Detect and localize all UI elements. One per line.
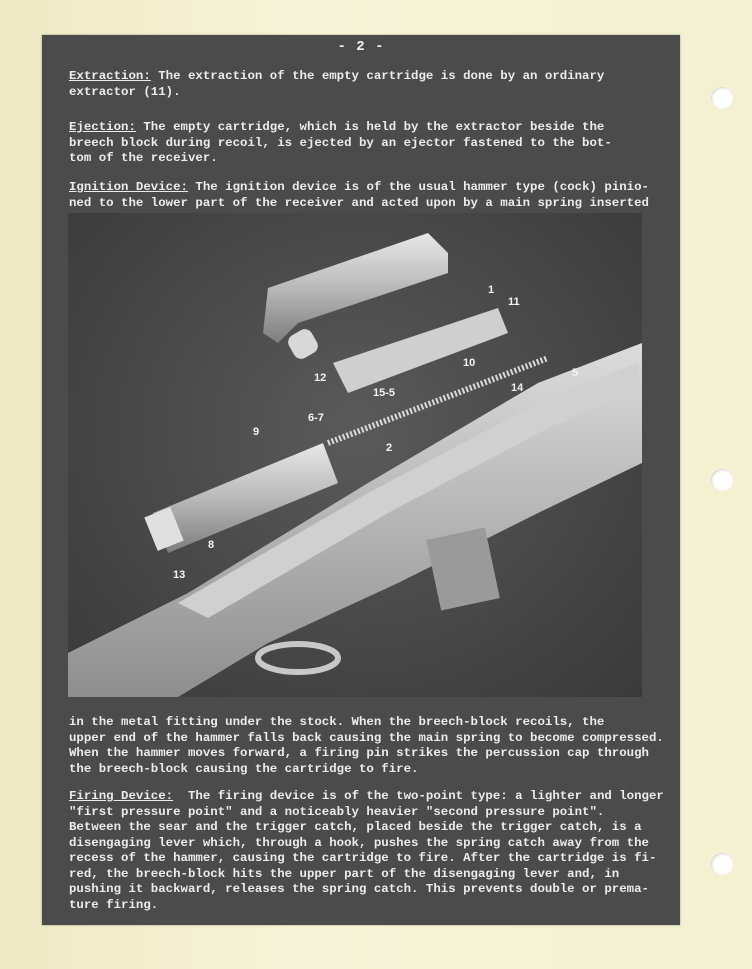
magazine-clip <box>333 308 508 393</box>
page-number: - 2 - <box>337 39 385 55</box>
firing-heading: Firing Device: <box>69 789 174 803</box>
callout-10: 10 <box>463 357 476 369</box>
callout-6-7: 6-7 <box>308 412 324 424</box>
binder-hole-bottom <box>711 853 733 875</box>
trigger-guard <box>258 644 338 672</box>
binder-hole-top <box>711 87 733 109</box>
ignition-continued-paragraph: in the metal fitting under the stock. When the breech-block recoils, the upper end of the hammer falls back causing the main spring to become compressed. When the hammer moves forward, a firing pin strikes the percussion cap through the breech-block causing the cartridge to fire. <box>69 715 664 776</box>
callout-14: 14 <box>511 382 524 394</box>
callout-15-5: 15-5 <box>373 387 396 399</box>
ignition-paragraph <box>69 180 669 211</box>
callout-1: 1 <box>488 284 495 296</box>
document-sheet <box>42 35 680 925</box>
ejection-paragraph <box>69 120 669 167</box>
cover-cylinder <box>285 326 321 362</box>
rifle-exploded-view-photo <box>68 213 642 697</box>
callout-11: 11 <box>508 296 520 308</box>
firing-text: The firing device is of the two-point type: a lighter and longer "first pressure point" and a noticeably heavier "second pressure point". Between the sear and the trigger catch, placed beside the trigger catch, is a disengaging lever which, through a hook, pushes the spring catch away from the recess of the hammer, causing the cartridge to fire. After the cartridge is fi- red, the breech-block hits the upper part of the disengaging lever and, in pushing it backward, releases the spring catch. This prevents double or prema- ture firing. <box>69 789 664 912</box>
ignition-text: The ignition device is of the usual hammer type (cock) pinio- ned to the lower part of the receiver and acted upon by a main spring inserted <box>69 180 649 210</box>
callout-9: 9 <box>253 426 260 438</box>
extraction-text: The extraction of the empty cartridge is done by an ordinary extractor (11). <box>69 69 605 99</box>
ignition-heading: Ignition Device: <box>69 180 188 194</box>
callout-2: 2 <box>386 442 393 454</box>
extraction-paragraph <box>69 69 669 100</box>
callout-5: 5 <box>572 367 579 379</box>
callout-8: 8 <box>208 539 215 551</box>
binder-hole-middle <box>711 469 733 491</box>
callout-12: 12 <box>314 372 327 384</box>
extraction-heading: Extraction: <box>69 69 151 83</box>
firing-paragraph <box>69 789 669 913</box>
callout-13: 13 <box>173 569 186 581</box>
ejection-heading: Ejection: <box>69 120 136 134</box>
top-cover <box>263 233 448 343</box>
ejection-text: The empty cartridge, which is held by the extractor beside the breech block during recoil, is ejected by an ejector fastened to the bot- tom of the receiver. <box>69 120 612 165</box>
magazine-well <box>426 528 500 611</box>
rifle-illustration <box>68 213 642 697</box>
